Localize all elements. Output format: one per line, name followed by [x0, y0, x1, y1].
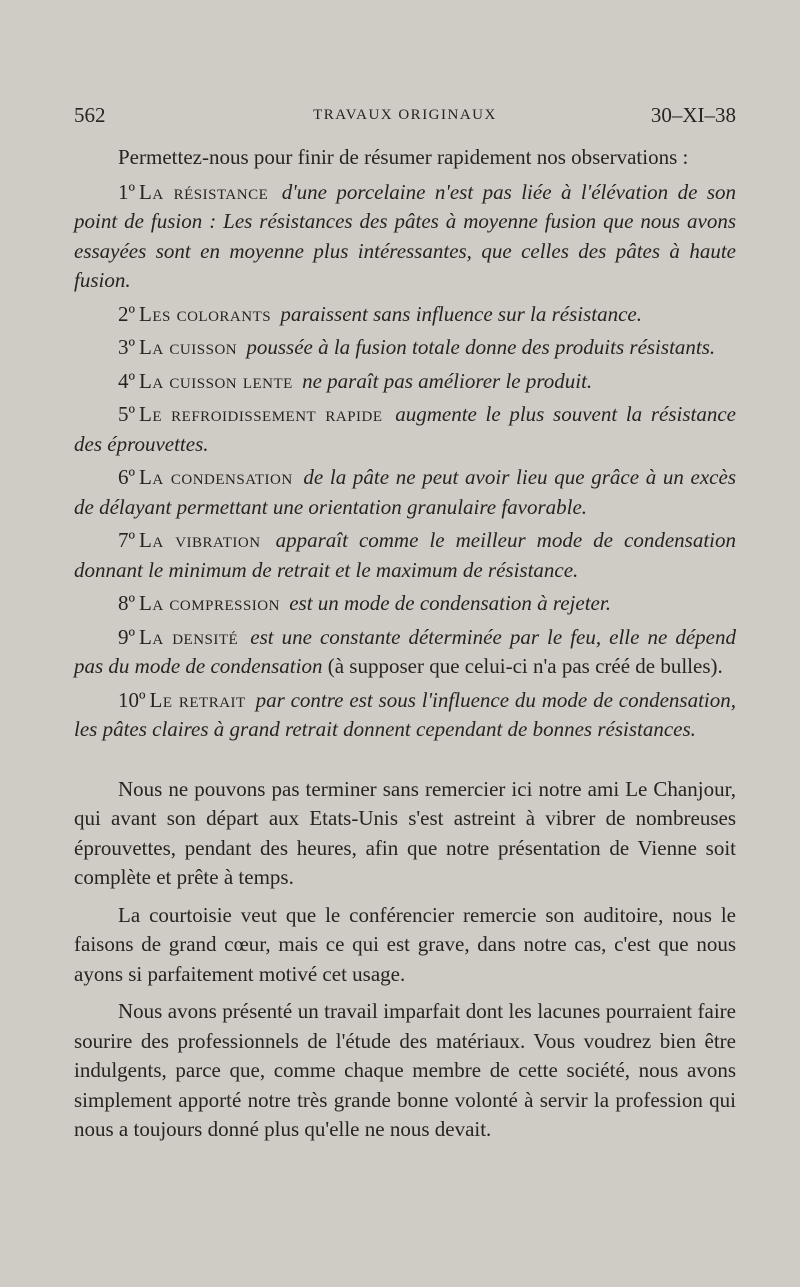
conclusion-number: 4º [118, 368, 136, 393]
conclusion-item [74, 686, 736, 745]
conclusion-heading: La compression [139, 591, 280, 615]
conclusion-number: 10º [118, 687, 146, 712]
conclusion-heading: La cuisson [139, 335, 238, 359]
conclusion-item [74, 463, 736, 522]
conclusion-item [74, 367, 736, 397]
conclusion-text: poussée à la fusion totale donne des produits résistants. [246, 335, 716, 359]
conclusion-text: par contre est sous l'influence du mode de condensation, les pâtes claires à grand retrait donnent cependant de bonnes résistances. [74, 687, 737, 741]
closing-paragraph: La courtoisie veut que le conférencier remercie son auditoire, nous le faisons de grand cœur, mais ce qui est grave, dans notre cas, c'est que nous ayons si parfaitement motivé cet usage. [74, 902, 736, 986]
page-date: 30–XI–38 [650, 103, 736, 127]
conclusion-text: est une constante déterminée par le feu, elle ne dépend pas du mode de condensation [74, 624, 736, 678]
conclusion-heading: La résistance [139, 179, 269, 204]
page-number: 562 [74, 103, 106, 127]
conclusion-text: paraissent sans influence sur la résistance. [280, 301, 643, 326]
conclusion-text: est un mode de condensation à rejeter. [289, 591, 611, 615]
conclusion-item [74, 589, 736, 619]
conclusion-heading: Le retrait [149, 687, 246, 712]
conclusion-number: 2º [118, 301, 136, 326]
conclusion-number: 5º [118, 402, 136, 426]
conclusion-text: de la pâte ne peut avoir lieu que grâce à un excès de délayant permettant une orientation granulaire favorable. [74, 465, 736, 519]
conclusion-item [74, 300, 736, 330]
conclusion-number: 7º [118, 528, 136, 552]
closing-paragraph: Nous avons présenté un travail imparfait dont les lacunes pourraient faire sourire des professionnels de l'étude des matériaux. Vous voudrez bien être indulgents, parce que, comme chaque membre de cette société, nous avons simplement apporté notre très grande bonne volonté à servir la profession qui nous a toujours donné plus qu'elle ne nous devait. [74, 999, 736, 1141]
conclusion-text: apparaît comme le meilleur mode de condensation donnant le minimum de retrait et le maximum de résistance. [74, 528, 736, 582]
conclusion-item [74, 178, 736, 296]
conclusion-heading: Les colorants [139, 301, 272, 326]
conclusion-heading: La cuisson lente [139, 368, 293, 393]
conclusion-number: 6º [118, 465, 136, 489]
conclusion-number: 3º [118, 335, 136, 359]
conclusion-item [74, 623, 736, 682]
conclusion-heading: La densité [139, 624, 239, 649]
conclusion-text: augmente le plus souvent la résistance des éprouvettes. [74, 402, 736, 456]
conclusion-heading: Le refroidissement rapide [139, 402, 383, 426]
conclusion-item [74, 400, 736, 459]
conclusion-heading: La condensation [139, 465, 293, 489]
running-title: TRAVAUX ORIGINAUX [313, 107, 497, 123]
running-head [74, 103, 736, 143]
conclusion-item [74, 333, 736, 363]
conclusion-number: 9º [118, 624, 136, 649]
conclusion-number: 8º [118, 591, 136, 615]
conclusion-heading: La vibration [139, 528, 261, 552]
conclusion-text: d'une porcelaine n'est pas liée à l'élévation de son point de fusion : Les résistances des pâtes à moyenne fusion que nous avons essayées sont en moyenne plus intéressantes, que celles des pâtes à haute fusion. [74, 179, 736, 292]
closing-paragraph: Nous ne pouvons pas terminer sans remercier ici notre ami Le Chanjour, qui avant son départ aux Etats-Unis s'est astreint à vibrer de nombreuses éprouvettes, pendant des heures, afin que notre présentation de Vienne soit complète et prête à temps. [74, 776, 736, 889]
intro-paragraph: Permettez-nous pour finir de résumer rapidement nos observations : [118, 145, 689, 169]
conclusion-number: 1º [118, 179, 136, 204]
conclusion-text: ne paraît pas améliorer le produit. [302, 368, 593, 393]
conclusion-text-roman: (à supposer que celui-ci n'a pas créé de bulles). [322, 654, 723, 678]
conclusion-item [74, 526, 736, 585]
